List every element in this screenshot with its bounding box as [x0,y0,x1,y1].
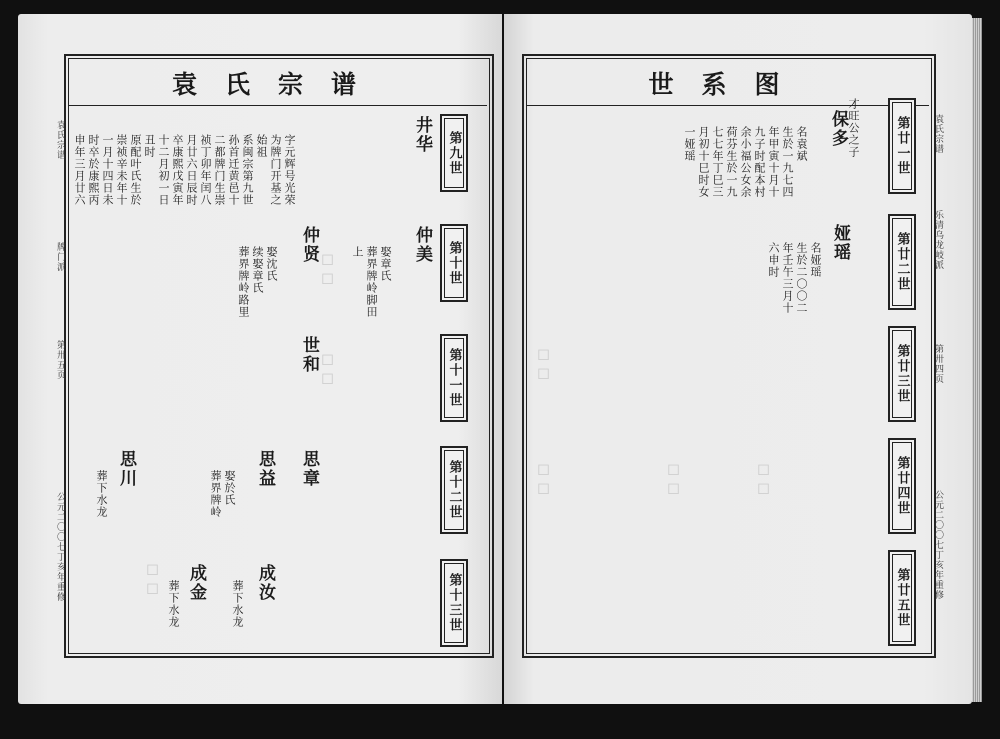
person-name: 井华 [412,116,432,154]
bleed-through: ◻◻ [754,459,773,497]
person-name: 娅瑶 [830,224,850,262]
page-title: 袁氏宗谱 [171,70,384,99]
person-biography: 名袁斌 生於一九七四 年甲寅十月十 九子时配本村 余小福公女余 荷芬生於一九 七七年丁巳三 月初十巳时女 一娅瑶 [683,126,808,198]
book-page-edge [972,18,982,702]
side-label-branch: 牌门派 [55,242,65,272]
person-parent-note: 才旺公之子 [847,98,860,158]
person-biography: 娶章氏 葬界牌岭脚田 上 [351,246,392,318]
generation-badge-21: 第廿一世 [888,98,916,194]
side-label-branch: 乐清乌龙岐派 [933,210,943,270]
person-biography: 葬下水龙 [167,580,180,628]
left-page [18,14,502,704]
side-label-revision: 公元二〇〇七丁亥年重修 [55,492,65,602]
person-biography: 娶沈氏 续娶章氏 葬界牌岭路里 [237,246,278,318]
person-biography: 葬下水龙 [95,470,108,518]
person-name: 成汝 [255,564,275,602]
generation-badge-12: 第十二世 [440,446,468,534]
person-biography: 字元辉号光荣 为牌门开基之 始祖 系闽宗第九世 孙首迁黄邑十 二都牌门生崇 祯丁卯年闰八 月廿六日辰时 卒康熙戊寅年 十二月初一日 丑时 原配叶氏生於 崇祯辛未年十 一月十四日未 时卒於康熙丙 申年三月廿六 [73,134,296,206]
bleed-through: ◻◻ [664,459,683,497]
generation-badge-9: 第九世 [440,114,468,192]
generation-badge-22: 第廿二世 [888,214,916,310]
person-biography: 葬下水龙 [231,580,244,628]
side-label-genealogy: 袁氏宗谱 [933,114,943,154]
person-name: 仲贤 [299,226,319,264]
generation-badge-23: 第廿三世 [888,326,916,422]
generation-badge-25: 第廿五世 [888,550,916,646]
person-name: 思川 [116,450,136,488]
side-label-genealogy: 袁氏宗谱 [55,120,65,160]
bleed-through: ◻◻ [534,459,553,497]
person-name: 仲美 [412,226,432,264]
person-name: 思益 [255,450,275,488]
side-label-page-number: 第卅五页 [55,340,65,380]
person-biography: 名娅瑶 生於二〇〇二 年壬午三月十 六申时 [767,242,822,314]
side-label-page-number: 第卅四页 [933,344,943,384]
page-title: 世系图 [648,70,808,99]
bleed-through: ◻◻ [143,559,162,597]
person-biography: 娶於氏 葬界牌岭 [209,470,236,518]
person-name: 成金 [186,564,206,602]
person-name: 世和 [299,336,319,374]
bleed-through: ◻◻ [318,249,337,287]
bleed-through: ◻◻ [318,349,337,387]
person-name: 保多 [828,110,848,148]
right-page [504,14,972,704]
generation-badge-11: 第十一世 [440,334,468,422]
side-label-revision: 公元二〇〇七丁亥年重修 [933,490,943,600]
bleed-through: ◻◻ [534,344,553,382]
generation-badge-24: 第廿四世 [888,438,916,534]
generation-badge-10: 第十世 [440,224,468,302]
person-name: 思章 [299,450,319,488]
generation-badge-13: 第十三世 [440,559,468,647]
